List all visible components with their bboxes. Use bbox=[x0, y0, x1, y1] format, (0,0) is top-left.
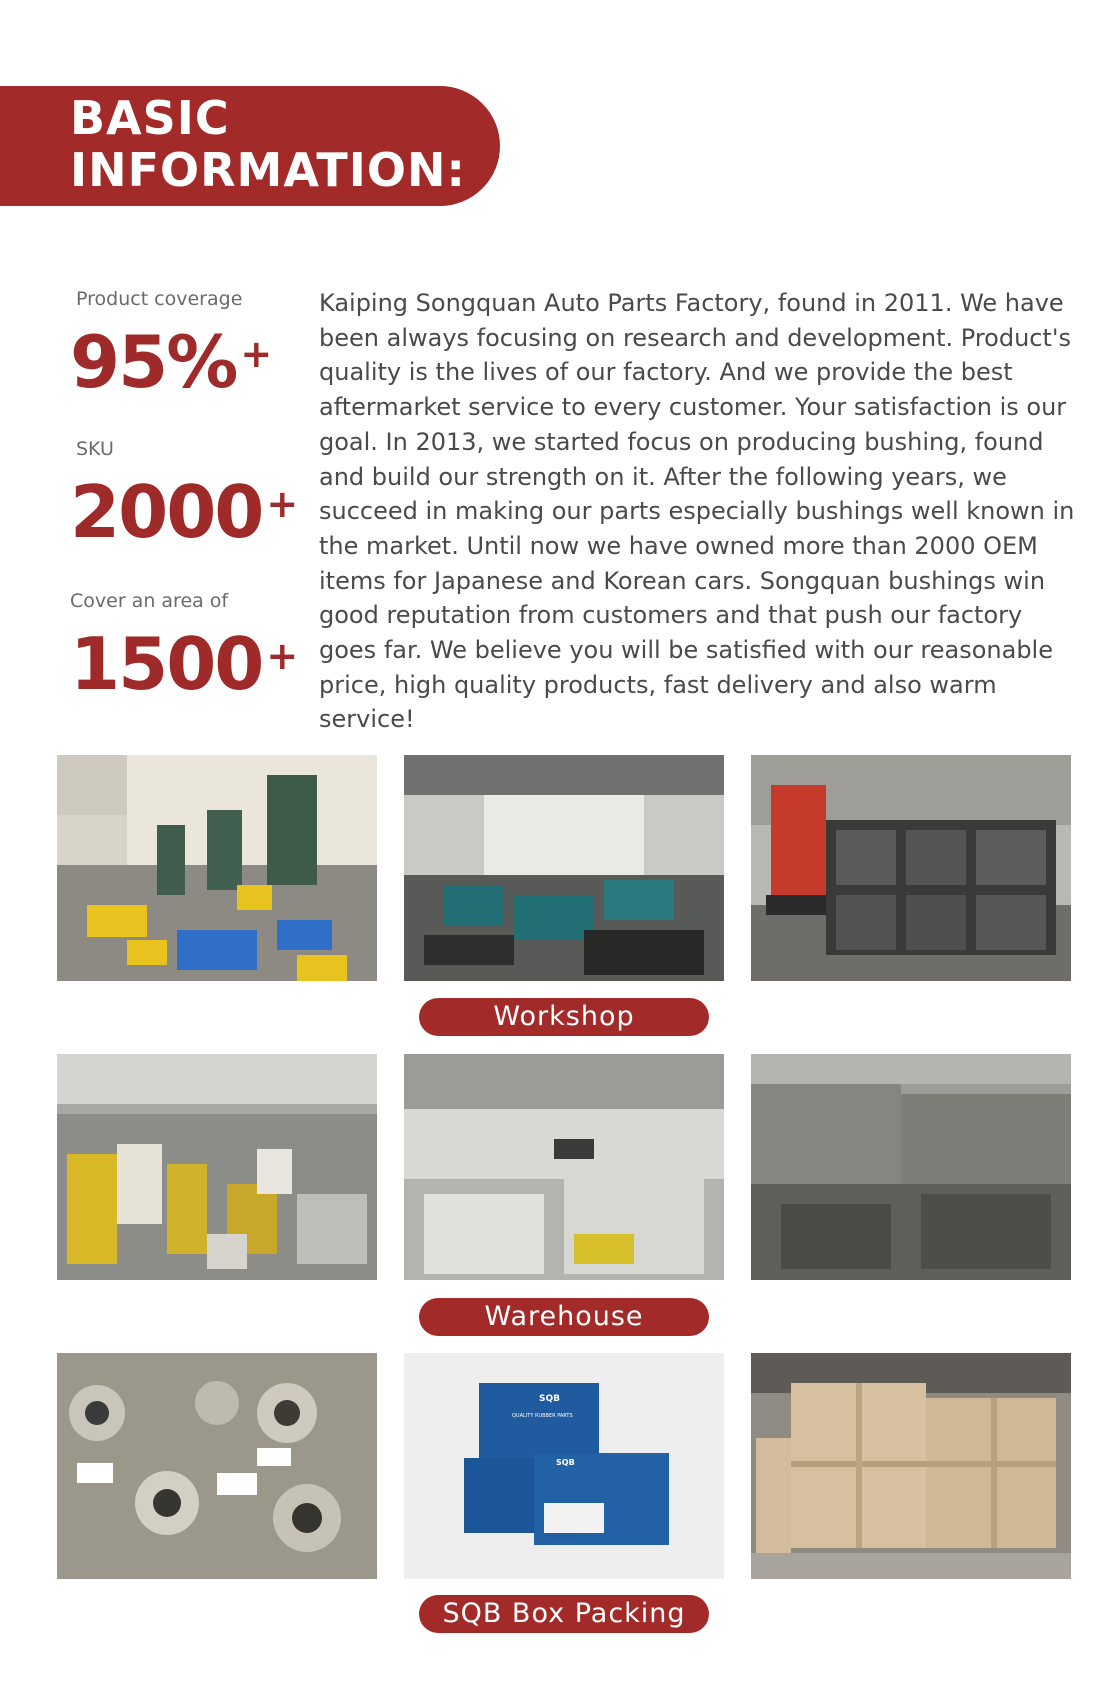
caption-warehouse: Warehouse bbox=[419, 1298, 709, 1336]
box-logo: SQB bbox=[556, 1458, 575, 1467]
packing-photo-bushings bbox=[57, 1353, 377, 1579]
company-intro: Kaiping Songquan Auto Parts Factory, found in 2011. We have been always focusing on research and development. Product's quality is the lives of our factory. And we provide the best aftermarket service to every customer. Your satisfaction is our goal. In 2013, we started focus on producing bushing, found and build our strength on it. After the following years, we succeed in making our parts especially bushings well known in the market. Until now we have owned more than 2000 OEM items for Japanese and Korean cars. Songquan bushings win good reputation from customers and that push our factory goes far. We believe you will be satisfied with our reasonable price, high quality products, fast delivery and also warm service! bbox=[319, 289, 1075, 734]
warehouse-photo-bins bbox=[751, 1054, 1071, 1280]
caption-packing: SQB Box Packing bbox=[419, 1595, 709, 1633]
plus-mark: + bbox=[266, 482, 297, 526]
stat-value-coverage bbox=[70, 320, 271, 404]
stat-number: 2000 bbox=[70, 470, 263, 554]
workshop-photo-forklift bbox=[751, 755, 1071, 981]
box-tagline: QUALITY RUBBER PARTS bbox=[512, 1413, 573, 1419]
stat-label-area: Cover an area of bbox=[70, 590, 229, 612]
title-line-2: INFORMATION: bbox=[70, 143, 466, 197]
plus-mark: + bbox=[266, 634, 297, 678]
box-product: BUSHING bbox=[546, 1532, 583, 1540]
stat-value-area bbox=[70, 622, 297, 706]
warehouse-photo-bags bbox=[57, 1054, 377, 1280]
title-line-1: BASIC bbox=[70, 91, 230, 145]
warehouse-photo-cages bbox=[404, 1054, 724, 1280]
stat-value-sku bbox=[70, 470, 297, 554]
stat-label-sku: SKU bbox=[76, 438, 114, 460]
box-logo: SQB bbox=[539, 1394, 560, 1404]
stat-number: 1500 bbox=[70, 622, 263, 706]
workshop-photo-machines bbox=[57, 755, 377, 981]
caption-workshop: Workshop bbox=[419, 998, 709, 1036]
workshop-photo-hall bbox=[404, 755, 724, 981]
stat-label-coverage: Product coverage bbox=[76, 288, 243, 310]
plus-mark: + bbox=[240, 332, 271, 376]
packing-photo-crates bbox=[751, 1353, 1071, 1579]
page-title bbox=[70, 92, 466, 196]
packing-photo-boxes bbox=[404, 1353, 724, 1579]
stat-number: 95% bbox=[70, 320, 237, 404]
